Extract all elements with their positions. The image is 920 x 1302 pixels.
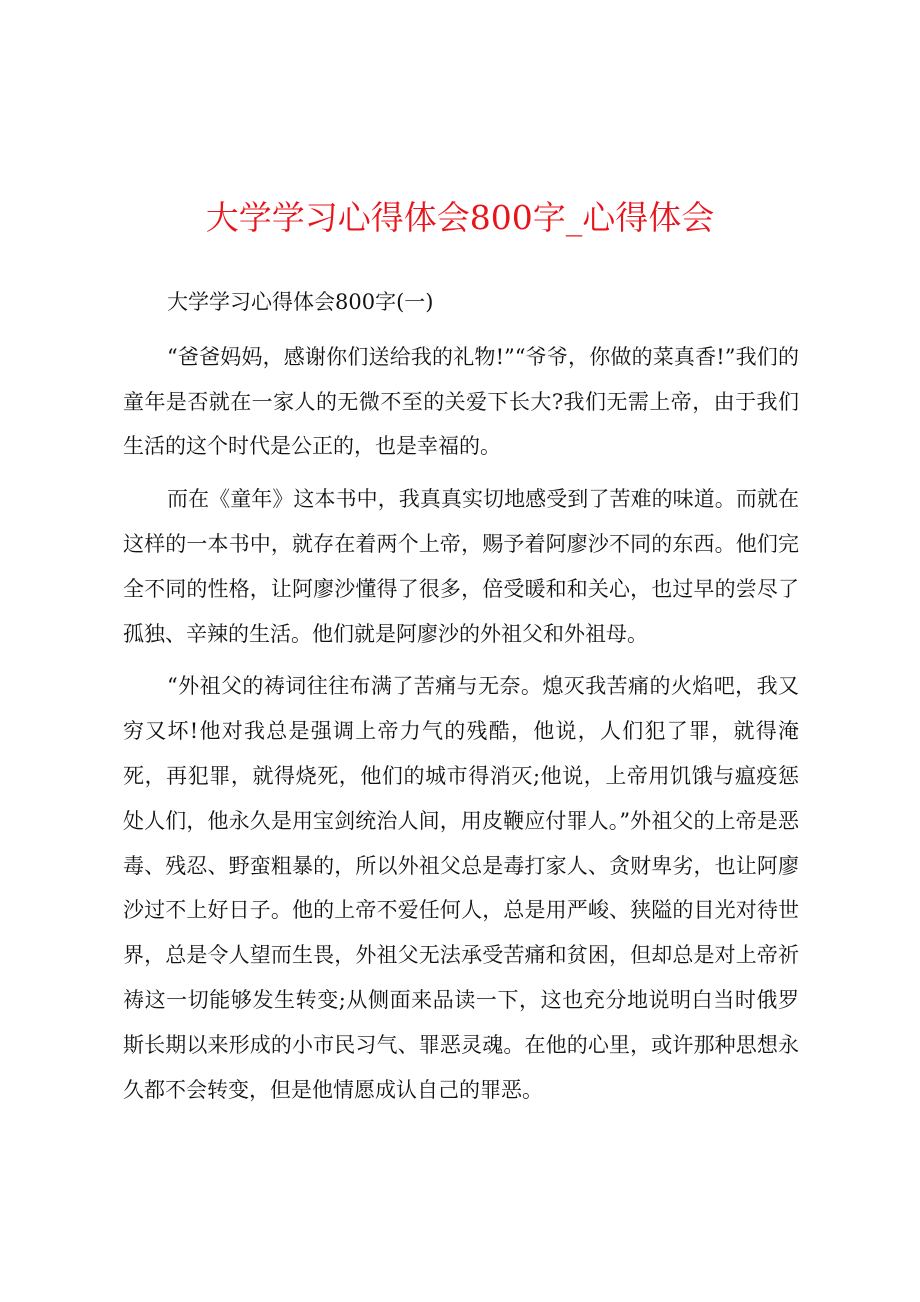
paragraph: 而在《童年》这本书中，我真真实切地感受到了苦难的味道。而就在这样的一本书中，就存在着两个上帝，赐予着阿廖沙不同的东西。他们完全不同的性格，让阿廖沙懂得了很多，倍受暖和和关心，也过早的尝尽了孤独、辛辣的生活。他们就是阿廖沙的外祖父和外祖母。: [123, 487, 799, 646]
document-body: [123, 280, 799, 1120]
document-title: 大学学习心得体会800字_心得体会: [205, 198, 715, 237]
paragraph: “爸爸妈妈，感谢你们送给我的礼物!”“爷爷，你做的菜真香!”我们的童年是否就在一家人的无微不至的关爱下长大?我们无需上帝，由于我们生活的这个时代是公正的，也是幸福的。: [123, 344, 799, 459]
paragraph: “外祖父的祷词往往布满了苦痛与无奈。熄灭我苦痛的火焰吧，我又穷又坏!他对我总是强调上帝力气的残酷，他说，人们犯了罪，就得淹死，再犯罪，就得烧死，他们的城市得消灭;他说，上帝用饥饿与瘟疫惩处人们，他永久是用宝剑统治人间，用皮鞭应付罪人。”外祖父的上帝是恶毒、残忍、野蛮粗暴的，所以外祖父总是毒打家人、贪财卑劣，也让阿廖沙过不上好日子。他的上帝不爱任何人，总是用严峻、狭隘的目光对待世界，总是令人望而生畏，外祖父无法承受苦痛和贫困，但却总是对上帝祈祷这一切能够发生转变;从侧面来品读一下，这也充分地说明白当时俄罗斯长期以来形成的小市民习气、罪恶灵魂。在他的心里，或许那种思想永久都不会转变，但是他情愿成认自己的罪恶。: [123, 674, 799, 1102]
section-heading: 大学学习心得体会800字(一): [167, 290, 434, 314]
